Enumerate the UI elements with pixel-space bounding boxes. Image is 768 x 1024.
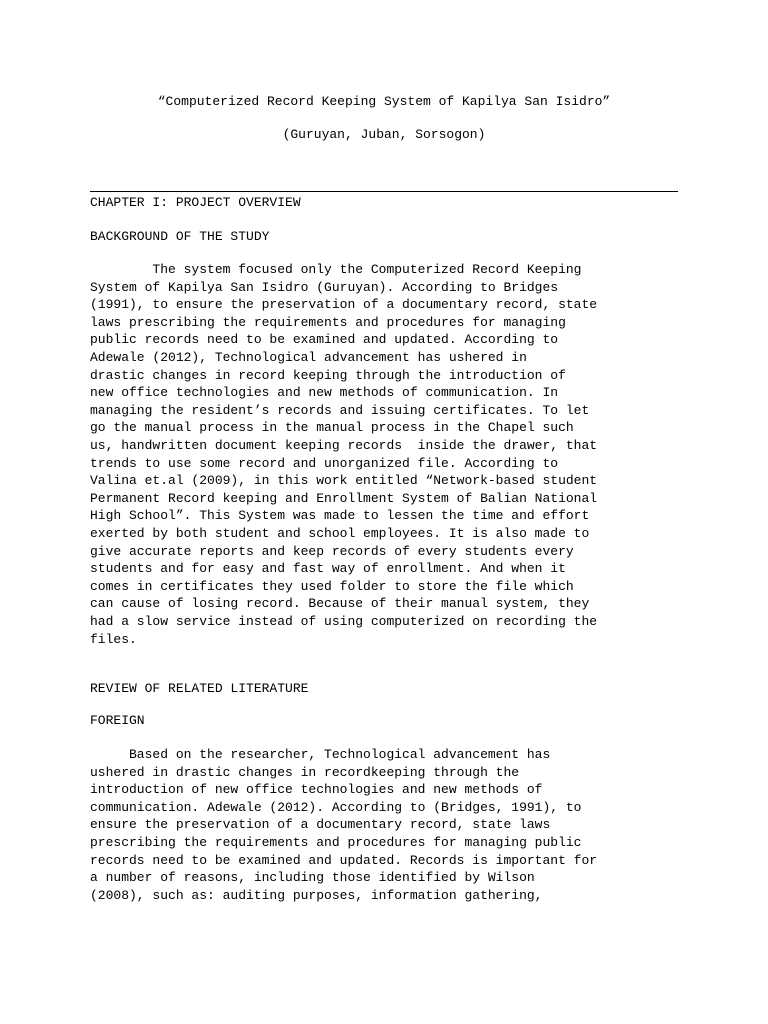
- foreign-line: (2008), such as: auditing purposes, information gathering,: [90, 887, 543, 903]
- foreign-line: prescribing the requirements and procedures for managing public: [90, 835, 582, 850]
- section-heading-background: BACKGROUND OF THE STUDY: [90, 229, 270, 244]
- background-line: laws prescribing the requirements and procedures for managing: [90, 314, 566, 330]
- background-line: (1991), to ensure the preservation of a documentary record, state: [90, 297, 598, 313]
- background-line: go the manual process in the manual process in the Chapel such: [90, 420, 574, 436]
- background-line: Valina et.al (2009), in this work entitled “Network-based student: [90, 473, 598, 489]
- background-line: drastic changes in record keeping through the introduction of: [90, 367, 566, 383]
- document-subtitle: (Guruyan, Juban, Sorsogon): [282, 127, 486, 142]
- section-heading-foreign: FOREIGN: [90, 713, 145, 728]
- background-line: comes in certificates they used folder to store the file which: [90, 578, 574, 594]
- background-line: files.: [90, 631, 137, 647]
- background-line: Adewale (2012), Technological advancement has ushered in: [90, 350, 527, 365]
- foreign-line: introduction of new office technologies and new methods of: [90, 782, 543, 798]
- foreign-line: Based on the researcher, Technological advancement has: [90, 747, 551, 762]
- background-line: exerted by both student and school employees. It is also made to: [90, 526, 590, 541]
- background-line: Permanent Record keeping and Enrollment System of Balian National: [90, 490, 598, 506]
- background-line: had a slow service instead of using computerized on recording the: [90, 614, 598, 629]
- background-line: High School”. This System was made to lessen the time and effort: [90, 508, 590, 524]
- background-line: public records need to be examined and updated. According to: [90, 332, 559, 348]
- background-line: The system focused only the Computerized Record Keeping: [90, 262, 582, 277]
- chapter-heading: CHAPTER I: PROJECT OVERVIEW: [90, 195, 301, 210]
- background-line: give accurate reports and keep records of every students every: [90, 543, 574, 559]
- foreign-line: communication. Adewale (2012). According to (Bridges, 1991), to: [90, 799, 582, 815]
- horizontal-rule: [90, 191, 678, 192]
- foreign-line: a number of reasons, including those identified by Wilson: [90, 870, 535, 886]
- foreign-line: ensure the preservation of a documentary record, state laws: [90, 817, 551, 833]
- foreign-line: ushered in drastic changes in recordkeeping through the: [90, 764, 520, 780]
- background-line: managing the resident’s records and issuing certificates. To let: [90, 402, 590, 418]
- background-line: System of Kapilya San Isidro (Guruyan). According to Bridges: [90, 279, 559, 295]
- background-line: new office technologies and new methods of communication. In: [90, 385, 559, 401]
- foreign-line: records need to be examined and updated. Records is important for: [90, 852, 598, 868]
- document-title: “Computerized Record Keeping System of Kapilya San Isidro”: [157, 94, 611, 109]
- section-heading-review: REVIEW OF RELATED LITERATURE: [90, 681, 309, 696]
- background-line: students and for easy and fast way of enrollment. And when it: [90, 561, 566, 577]
- background-line: trends to use some record and unorganized file. According to: [90, 455, 559, 471]
- background-line: can cause of losing record. Because of their manual system, they: [90, 596, 590, 612]
- background-line: us, handwritten document keeping records inside the drawer, that: [90, 438, 598, 453]
